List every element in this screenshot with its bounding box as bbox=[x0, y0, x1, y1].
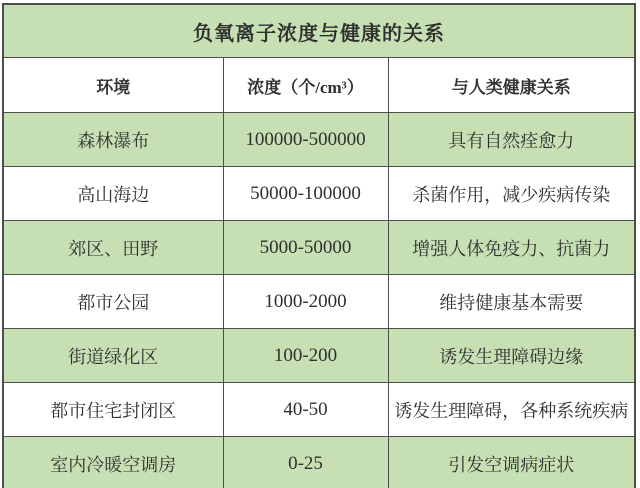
env-cell: 都市公园 bbox=[3, 275, 223, 329]
column-header-health-relation: 与人类健康关系 bbox=[388, 58, 635, 113]
table-row bbox=[3, 113, 635, 167]
concentration-cell: 100000-500000 bbox=[223, 113, 388, 167]
table-title: 负氧离子浓度与健康的关系 bbox=[3, 4, 635, 58]
column-header-environment: 环境 bbox=[3, 58, 223, 113]
concentration-cell: 1000-2000 bbox=[223, 275, 388, 329]
env-cell: 都市住宅封闭区 bbox=[3, 383, 223, 437]
table-row bbox=[3, 221, 635, 275]
table-row bbox=[3, 437, 635, 488]
env-cell: 郊区、田野 bbox=[3, 221, 223, 275]
table-row bbox=[3, 167, 635, 221]
concentration-cell: 0-25 bbox=[223, 437, 388, 488]
env-cell: 高山海边 bbox=[3, 167, 223, 221]
table-header-row bbox=[3, 58, 635, 113]
health-cell: 增强人体免疫力、抗菌力 bbox=[388, 221, 635, 275]
env-cell: 森林瀑布 bbox=[3, 113, 223, 167]
health-cell: 杀菌作用，减少疾病传染 bbox=[388, 167, 635, 221]
concentration-cell: 100-200 bbox=[223, 329, 388, 383]
table-title-row bbox=[3, 4, 635, 58]
concentration-cell: 5000-50000 bbox=[223, 221, 388, 275]
table-row bbox=[3, 383, 635, 437]
env-cell: 室内冷暖空调房 bbox=[3, 437, 223, 488]
health-cell: 引发空调病症状 bbox=[388, 437, 635, 488]
table-row bbox=[3, 329, 635, 383]
env-cell: 街道绿化区 bbox=[3, 329, 223, 383]
health-cell: 维持健康基本需要 bbox=[388, 275, 635, 329]
health-cell: 诱发生理障碍边缘 bbox=[388, 329, 635, 383]
concentration-cell: 40-50 bbox=[223, 383, 388, 437]
health-cell: 具有自然痊愈力 bbox=[388, 113, 635, 167]
health-cell: 诱发生理障碍，各种系统疾病 bbox=[388, 383, 635, 437]
column-header-concentration: 浓度（个/cm³） bbox=[223, 58, 388, 113]
concentration-cell: 50000-100000 bbox=[223, 167, 388, 221]
ion-concentration-table bbox=[2, 3, 636, 488]
table-row bbox=[3, 275, 635, 329]
